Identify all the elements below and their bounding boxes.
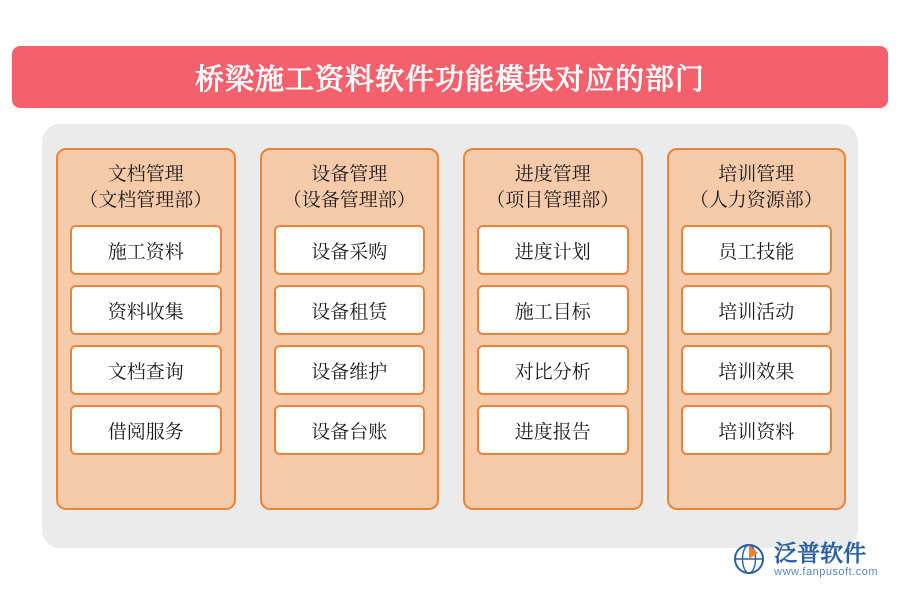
module-item[interactable]: 培训资料 xyxy=(681,405,833,455)
module-column-progress xyxy=(463,148,643,510)
brand-logo xyxy=(732,541,878,578)
column-department-name: （人力资源部） xyxy=(689,189,823,211)
module-column-document xyxy=(56,148,236,510)
column-module-name: 文档管理 xyxy=(107,164,184,185)
brand-url: www.fanpusoft.com xyxy=(774,565,878,578)
column-header xyxy=(274,162,426,213)
module-item[interactable]: 资料收集 xyxy=(70,285,222,335)
module-columns xyxy=(56,148,846,510)
module-item[interactable]: 员工技能 xyxy=(681,225,833,275)
module-item[interactable]: 设备租赁 xyxy=(274,285,426,335)
module-item[interactable]: 设备台账 xyxy=(274,405,426,455)
column-module-name: 设备管理 xyxy=(311,164,388,185)
module-item[interactable]: 设备维护 xyxy=(274,345,426,395)
module-item[interactable]: 设备采购 xyxy=(274,225,426,275)
module-item[interactable]: 进度计划 xyxy=(477,225,629,275)
module-item[interactable]: 进度报告 xyxy=(477,405,629,455)
column-department-name: （文档管理部） xyxy=(79,189,213,211)
module-item[interactable]: 培训效果 xyxy=(681,345,833,395)
title-banner xyxy=(12,46,888,108)
module-item[interactable]: 施工目标 xyxy=(477,285,629,335)
page-title: 桥梁施工资料软件功能模块对应的部门 xyxy=(194,63,705,96)
column-header xyxy=(477,162,629,213)
module-column-training xyxy=(667,148,847,510)
module-item[interactable]: 施工资料 xyxy=(70,225,222,275)
module-column-equipment xyxy=(260,148,440,510)
module-item[interactable]: 借阅服务 xyxy=(70,405,222,455)
column-department-name: （项目管理部） xyxy=(486,189,620,211)
column-module-name: 进度管理 xyxy=(514,164,591,185)
column-department-name: （设备管理部） xyxy=(282,189,416,211)
module-item[interactable]: 文档查询 xyxy=(70,345,222,395)
column-header xyxy=(70,162,222,213)
module-item[interactable]: 对比分析 xyxy=(477,345,629,395)
brand-name: 泛普软件 xyxy=(774,540,867,566)
column-module-name: 培训管理 xyxy=(718,164,795,185)
globe-icon xyxy=(732,542,766,576)
column-header xyxy=(681,162,833,213)
brand-text xyxy=(774,541,878,578)
module-item[interactable]: 培训活动 xyxy=(681,285,833,335)
